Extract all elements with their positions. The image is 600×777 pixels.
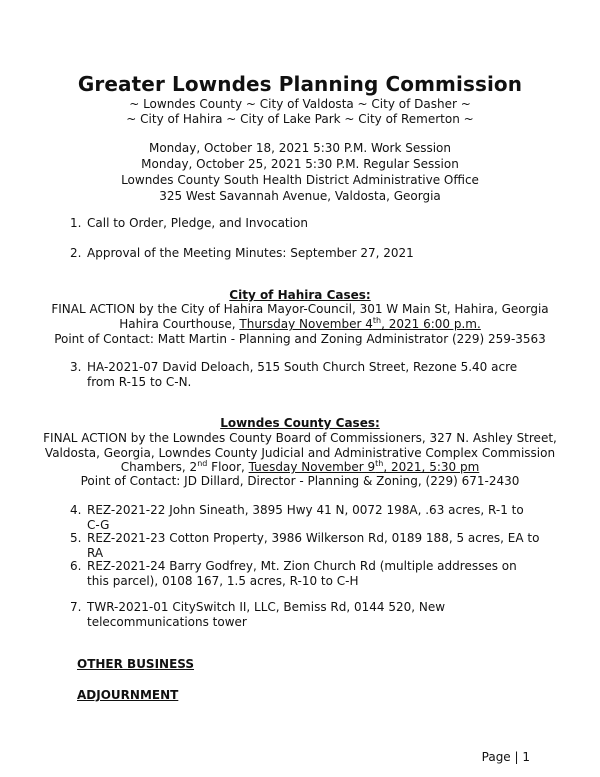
hahira-contact: Point of Contact: Matt Martin - Planning and Zoning Administrator (229) 259-3563 [54, 332, 546, 346]
item-number: 6. [70, 559, 82, 573]
item-text: Call to Order, Pledge, and Invocation [87, 216, 308, 230]
item-number: 5. [70, 531, 82, 545]
item-text: HA-2021-07 David Deloach, 515 South Church Street, Rezone 5.40 acre from R-15 to C-N. [87, 360, 518, 389]
other-business-heading: OTHER BUSINESS [77, 657, 195, 671]
page-title: Greater Lowndes Planning Commission [77, 72, 523, 96]
lowndes-date [249, 460, 480, 474]
item-text: REZ-2021-24 Barry Godfrey, Mt. Zion Church Rd (multiple addresses on this parcel), 0108 167, 1.5 acres, R-10 to C-H [87, 559, 517, 588]
lowndes-date-suffix: th [375, 459, 384, 468]
lowndes-date-time: , 2021, 5:30 pm [383, 460, 480, 474]
hahira-date-day: Thursday November 4 [239, 317, 373, 331]
hahira-date-suffix: th [372, 316, 382, 325]
agenda-item-6 [70, 559, 540, 589]
hahira-meeting-date [0, 317, 600, 332]
page-number: Page | 1 [481, 750, 530, 764]
subtitle-line-2: ~ City of Hahira ~ City of Lake Park ~ City of Remerton ~ [126, 112, 474, 126]
hahira-cases-heading: City of Hahira Cases: [229, 288, 371, 302]
agenda-item-1 [70, 216, 540, 231]
lowndes-date-day: Tuesday November 9 [248, 460, 376, 474]
item-text: REZ-2021-23 Cotton Property, 3986 Wilkerson Rd, 0189 188, 5 acres, EA to RA [87, 531, 540, 560]
item-number: 3. [70, 360, 82, 374]
agenda-item-7 [70, 600, 540, 630]
hahira-date-time: , 2021 6:00 p.m. [381, 317, 481, 331]
item-text: Approval of the Meeting Minutes: September 27, 2021 [87, 246, 414, 260]
lowndes-meeting-date [0, 460, 600, 475]
item-number: 1. [70, 216, 82, 230]
location-name: Lowndes County South Health District Administrative Office [121, 173, 479, 187]
agenda-item-4 [70, 503, 540, 533]
hahira-date [239, 317, 480, 331]
subtitle-line-1: ~ Lowndes County ~ City of Valdosta ~ City of Dasher ~ [129, 97, 471, 111]
agenda-item-2 [70, 246, 540, 261]
item-number: 4. [70, 503, 82, 517]
floor-suffix: nd [197, 459, 208, 468]
lowndes-final-action-1: FINAL ACTION by the Lowndes County Board of Commissioners, 327 N. Ashley Street, [43, 431, 557, 445]
lowndes-venue: Chambers, 2 [120, 460, 198, 474]
agenda-item-5 [70, 531, 540, 561]
item-number: 7. [70, 600, 82, 614]
item-text: REZ-2021-22 John Sineath, 3895 Hwy 41 N, 0072 198A, .63 acres, R-1 to C-G [87, 503, 524, 532]
regular-session-date: Monday, October 25, 2021 5:30 P.M. Regular Session [141, 157, 459, 171]
lowndes-final-action-2: Valdosta, Georgia, Lowndes County Judicial and Administrative Complex Commission [44, 446, 556, 460]
item-text: TWR-2021-01 CitySwitch II, LLC, Bemiss Rd, 0144 520, New telecommunications tower [87, 600, 446, 629]
location-address: 325 West Savannah Avenue, Valdosta, Georgia [159, 189, 441, 203]
agenda-item-3 [70, 360, 540, 390]
work-session-date: Monday, October 18, 2021 5:30 P.M. Work Session [148, 141, 451, 155]
lowndes-contact: Point of Contact: JD Dillard, Director - Planning & Zoning, (229) 671-2430 [80, 474, 520, 488]
adjournment-heading: ADJOURNMENT [77, 688, 179, 702]
lowndes-cases-heading: Lowndes County Cases: [220, 416, 380, 430]
item-number: 2. [70, 246, 82, 260]
hahira-venue: Hahira Courthouse, [119, 317, 240, 331]
lowndes-floor: Floor, [207, 460, 249, 474]
hahira-final-action: FINAL ACTION by the City of Hahira Mayor-Council, 301 W Main St, Hahira, Georgia [51, 302, 549, 316]
